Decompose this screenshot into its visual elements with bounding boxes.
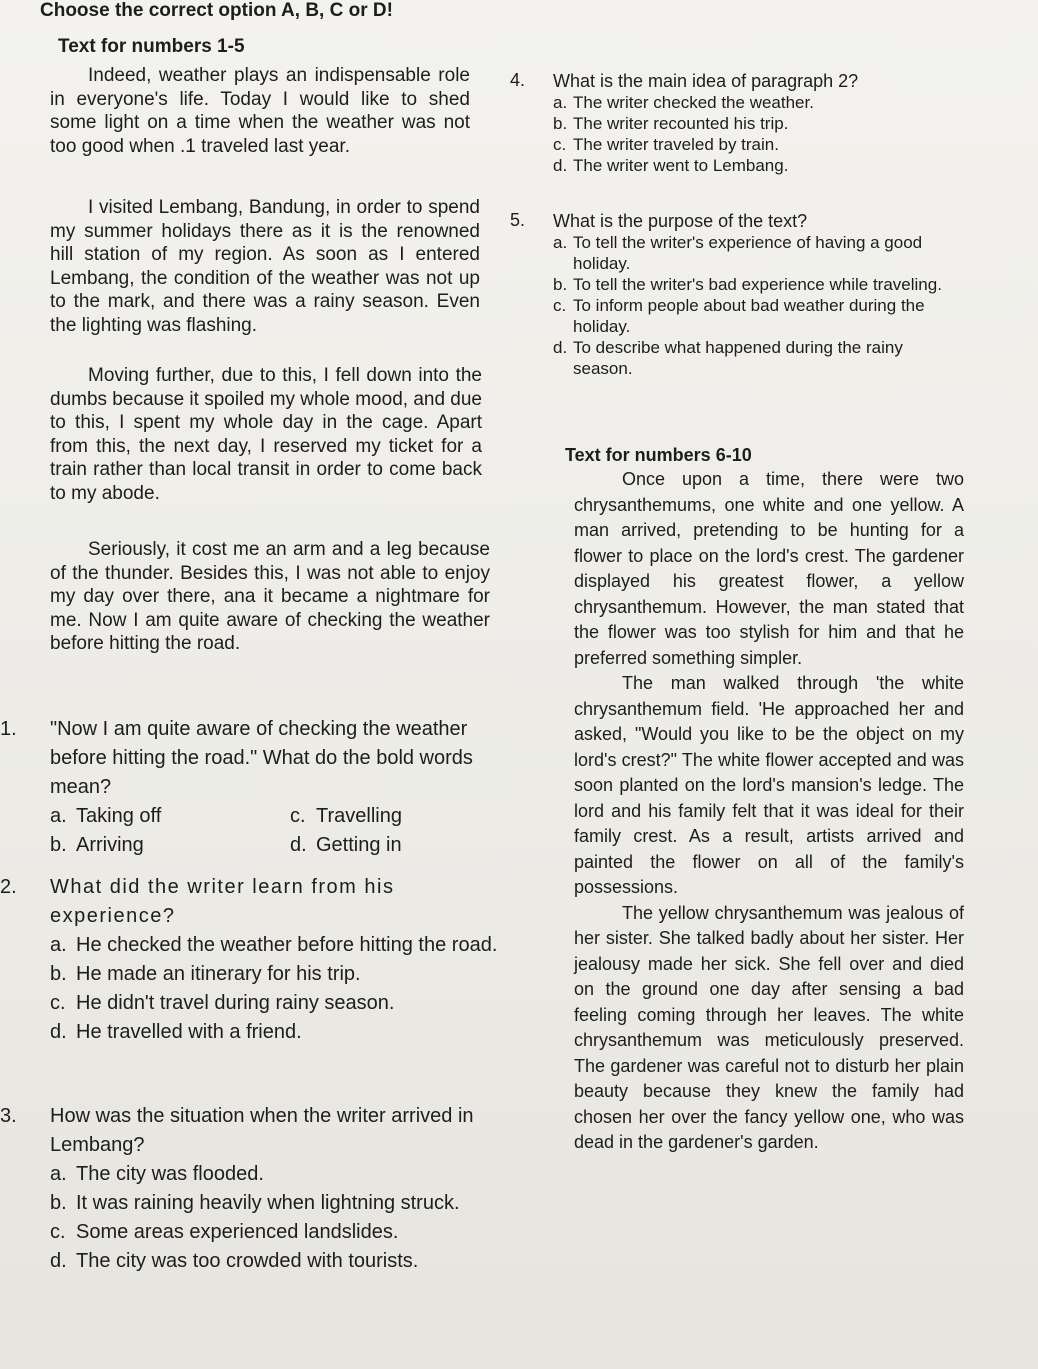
question-number: 4.: [510, 70, 526, 90]
text1-paragraph-3: Moving further, due to this, I fell down into the dumbs because it spoiled my whole mood, and due to this, I spent my whole day in the cage. Apart from this, the next day, I reserved my ticket for a train rather than local transit in order to come back to my abode.: [50, 365, 482, 504]
options-list: [0, 1160, 520, 1276]
text1-paragraph-4: Seriously, it cost me an arm and a leg because of the thunder. Besides this, I was not able to enjoy my day over there, ana it became a nightmare for me. Now I am quite aware of checking the weather before hitting the road.: [50, 539, 490, 654]
question-2: [0, 873, 510, 1047]
instruction-heading: Choose the correct option A, B, C or D!: [40, 0, 393, 21]
question-stem: What did the writer learn from his experience?: [50, 876, 395, 927]
text2-paragraph-1: Once upon a time, there were two chrysanthemums, one white and one yellow. A man arrived, pretending to be hunting for a flower to place on the lord's crest. The gardener displayed his greatest flower, a yellow chrysanthemum. However, the man stated that the flower was too stylish for him and that he preferred something simpler.: [574, 469, 964, 668]
question-stem: How was the situation when the writer arrived in Lembang?: [50, 1105, 474, 1156]
option-a[interactable]: a. Taking off: [50, 805, 162, 827]
option-d[interactable]: d. He travelled with a friend.: [50, 1021, 302, 1043]
text2-paragraph-2: The man walked through 'the white chrysanthemum field. 'He approached her and asked, "Would you like to be the object on my lord's crest?" The white flower accepted and was soon planted on the lord's mansion's ledge. The lord and his family felt that it was ideal for their family crest. As a result, artists arrived and painted the flower on all of the family's possessions.: [574, 673, 964, 897]
option-d[interactable]: d. Getting in: [290, 834, 402, 856]
option-b[interactable]: b. To tell the writer's bad experience while traveling.: [553, 275, 942, 294]
option-c[interactable]: c. He didn't travel during rainy season.: [50, 992, 395, 1014]
question-number: 2.: [0, 876, 17, 898]
question-1: [0, 715, 510, 860]
question-number: 3.: [0, 1105, 17, 1127]
question-4: [510, 70, 960, 176]
question-stem: "Now I am quite aware of checking the weather before hitting the road." What do the bold words mean?: [50, 718, 473, 798]
question-5: [510, 210, 960, 379]
question-number: 1.: [0, 718, 17, 740]
question-3: [0, 1102, 520, 1276]
option-a[interactable]: a. The city was flooded.: [50, 1163, 264, 1185]
text1-paragraph-2: I visited Lembang, Bandung, in order to spend my summer holidays there as it is the renowned hill station of my region. As soon as I entered Lembang, the condition of the weather was not up to the mark, and there was a rainy season. Even the lighting was flashing.: [50, 197, 480, 336]
question-number: 5.: [510, 210, 526, 230]
options-list: [0, 931, 510, 1047]
option-b[interactable]: b. The writer recounted his trip.: [553, 114, 789, 133]
option-d[interactable]: d. To describe what happened during the rainy season.: [553, 338, 903, 378]
option-b[interactable]: b. Arriving: [50, 834, 144, 856]
option-c[interactable]: c. To inform people about bad weather during the holiday.: [553, 296, 925, 336]
text1-title: Text for numbers 1-5: [58, 36, 245, 57]
option-a[interactable]: a. The writer checked the weather.: [553, 93, 814, 112]
option-d[interactable]: d. The city was too crowded with tourists.: [50, 1250, 419, 1272]
option-b[interactable]: b. He made an itinerary for his trip.: [50, 963, 361, 985]
option-b[interactable]: b. It was raining heavily when lightning struck.: [50, 1192, 460, 1214]
text1-paragraph-1: Indeed, weather plays an indispensable role in everyone's life. Today I would like to shed some light on a time when the weather was not too good when .1 traveled last year.: [50, 65, 470, 157]
options-grid: [0, 802, 510, 860]
option-a[interactable]: a. He checked the weather before hitting the road.: [50, 934, 498, 956]
option-c[interactable]: c. Some areas experienced landslides.: [50, 1221, 399, 1243]
text2-paragraph-3: The yellow chrysanthemum was jealous of her sister. She talked badly about her sister. Her jealousy made her sick. She fell over and died on the ground one day after sensing a bad feeling coming through her leaves. The white chrysanthemum was meticulously preserved. The gardener was careful not to disturb her plain beauty because they knew the family had chosen her over the fancy yellow one, who was dead in the gardener's garden.: [574, 902, 964, 1152]
question-stem: What is the main idea of paragraph 2?: [553, 71, 859, 91]
option-c[interactable]: c. The writer traveled by train.: [553, 135, 779, 154]
text2-title: Text for numbers 6-10: [565, 445, 752, 465]
question-stem: What is the purpose of the text?: [553, 211, 808, 231]
option-c[interactable]: c. Travelling: [290, 805, 402, 827]
option-a[interactable]: a. To tell the writer's experience of having a good holiday.: [553, 233, 923, 273]
option-d[interactable]: d. The writer went to Lembang.: [553, 156, 789, 175]
text2-story: [574, 467, 964, 1156]
